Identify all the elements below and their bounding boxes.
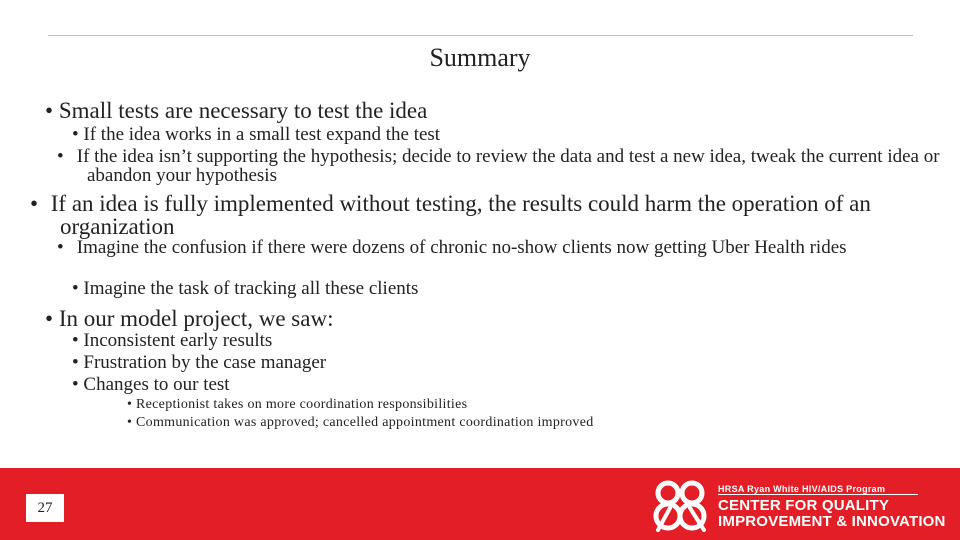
logo-name-line-2: IMPROVEMENT & INNOVATION bbox=[718, 513, 946, 530]
logo-name-line-1: CENTER FOR QUALITY bbox=[718, 497, 890, 514]
bullet-3-sub-2 bbox=[72, 353, 326, 372]
bullet-1-sub-1 bbox=[72, 125, 440, 144]
bullet-dot: • bbox=[45, 98, 54, 123]
bullet-dot: • bbox=[72, 352, 79, 373]
slide-title: Summary bbox=[429, 43, 531, 72]
bullet-2-sub-1: • Imagine the confusion if there were dozens of chronic no-show clients now getting Uber Health rides bbox=[57, 237, 847, 258]
bullet-1-text: Small tests are necessary to test the idea bbox=[58, 98, 428, 123]
bullet-1-sub-2-text: If the idea isn’t supporting the hypothesis; decide to review the data and test a new idea, tweak the current idea or abandon your hypothesis bbox=[76, 146, 940, 186]
bullet-1-sub-2: • If the idea isn’t supporting the hypothesis; decide to review the data and test a new idea, tweak the current idea or abandon your hypothesis bbox=[57, 146, 940, 186]
bullet-2-text: If an idea is fully implemented without testing, the results could harm the operation of an organization bbox=[50, 191, 871, 239]
ribbon-logo-icon bbox=[648, 478, 714, 536]
bullet-dot: • bbox=[45, 306, 54, 331]
bullet-3-sub-2-text: Frustration by the case manager bbox=[83, 352, 327, 373]
bullet-2: • If an idea is fully implemented without testing, the results could harm the operation of an organization bbox=[30, 191, 871, 239]
title-divider bbox=[48, 35, 913, 36]
bullet-2-sub-2 bbox=[72, 279, 418, 298]
bullet-dot: • bbox=[72, 374, 79, 395]
bullet-3-sub-1-text: Inconsistent early results bbox=[83, 330, 273, 351]
bullet-3-sub-3-item-2-text: Communication was approved; cancelled appointment coordination improved bbox=[136, 415, 594, 430]
bullet-3-sub-3-item-1 bbox=[127, 398, 467, 412]
bullet-3-sub-3-text: Changes to our test bbox=[83, 374, 230, 395]
bullet-3 bbox=[45, 307, 333, 330]
cqii-logo bbox=[648, 478, 946, 536]
bullet-3-text: In our model project, we saw: bbox=[58, 306, 334, 331]
footer-bar bbox=[0, 468, 960, 540]
bullet-3-sub-3 bbox=[72, 375, 230, 394]
bullet-1-sub-1-text: If the idea works in a small test expand the test bbox=[83, 124, 441, 145]
logo-program-line: HRSA Ryan White HIV/AIDS Program bbox=[718, 484, 886, 494]
bullet-3-sub-1 bbox=[72, 331, 272, 350]
bullet-dot: • bbox=[127, 397, 133, 412]
page-number: 27 bbox=[26, 494, 64, 522]
bullet-1 bbox=[45, 99, 427, 122]
logo-divider bbox=[718, 494, 918, 495]
bullet-2-sub-1-text: Imagine the confusion if there were dozens of chronic no-show clients now getting Uber Health rides bbox=[76, 237, 847, 258]
bullet-dot: • bbox=[72, 330, 79, 351]
bullet-3-sub-3-item-2 bbox=[127, 416, 594, 430]
bullet-3-sub-3-item-1-text: Receptionist takes on more coordination responsibilities bbox=[136, 397, 468, 412]
bullet-dot: • bbox=[72, 124, 79, 145]
bullet-2-sub-2-text: Imagine the task of tracking all these clients bbox=[83, 278, 419, 299]
bullet-dot: • bbox=[127, 415, 133, 430]
bullet-dot: • bbox=[72, 278, 79, 299]
